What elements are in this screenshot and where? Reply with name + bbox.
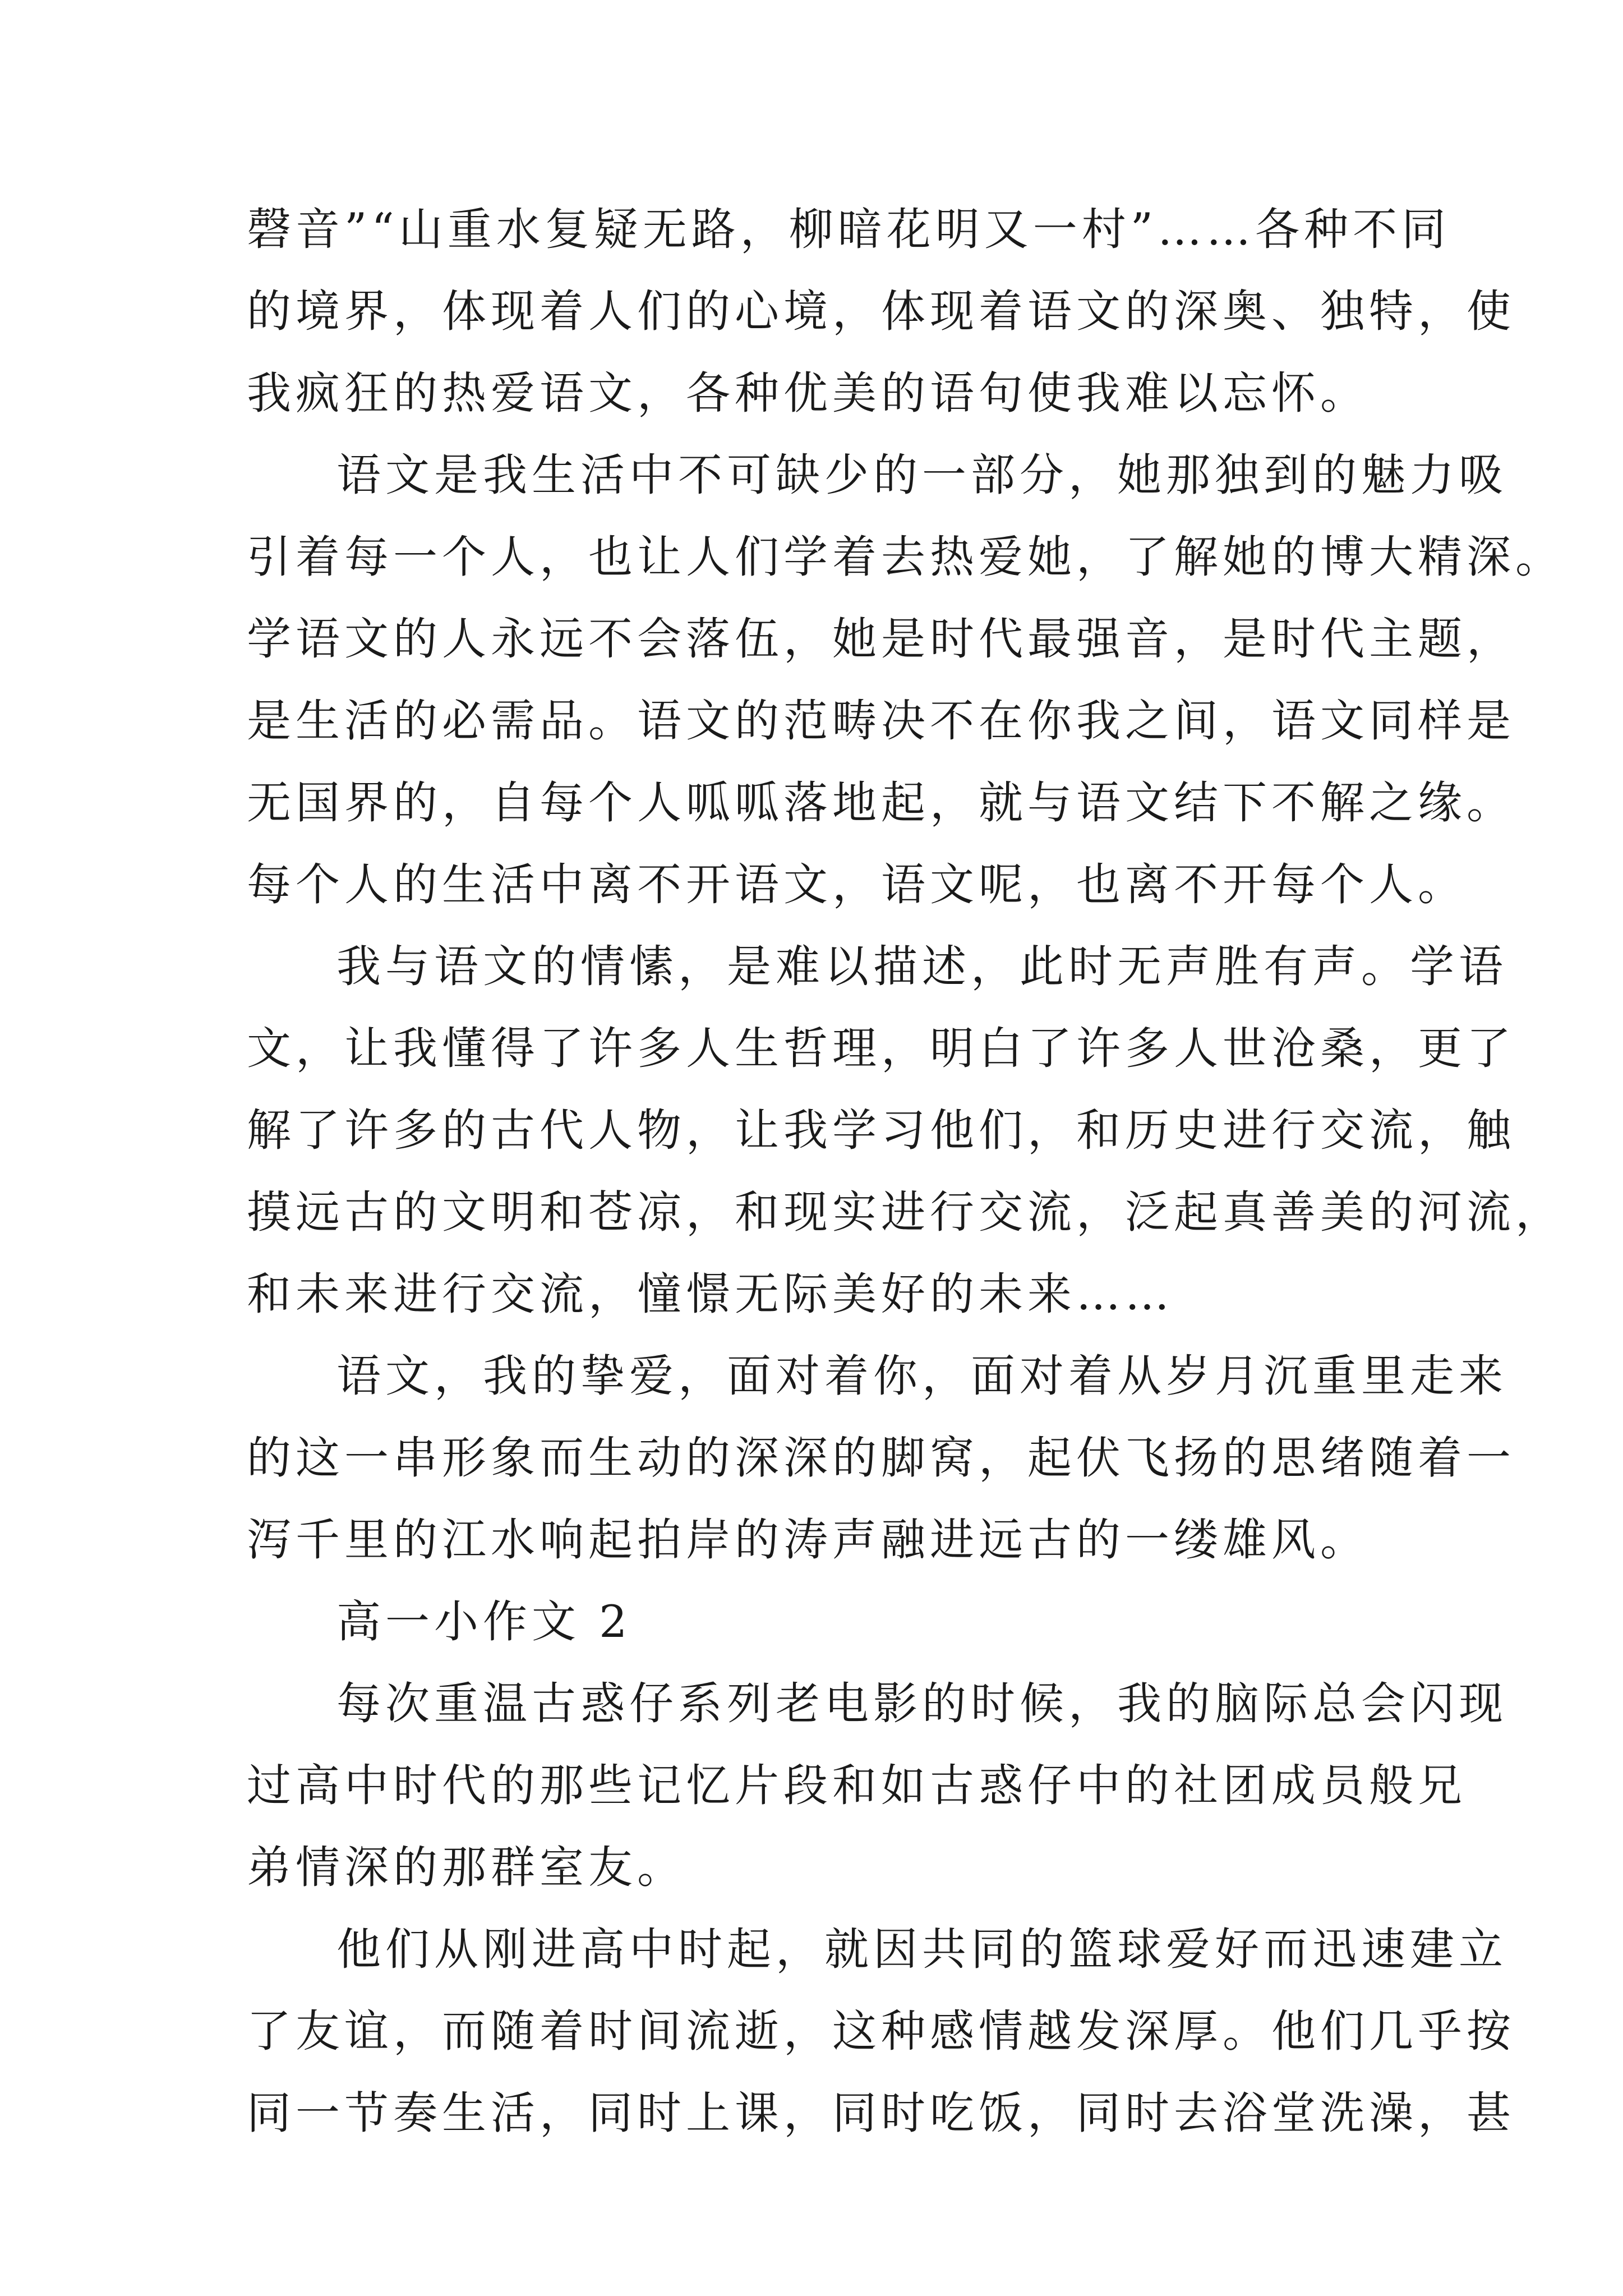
text-line: 了友谊，而随着时间流逝，这种感情越发深厚。他们几乎按 [247,2005,1515,2057]
paragraph-first-line: 语文，我的挚爱，面对着你，面对着从岁月沉重里走来 [336,1350,1507,1402]
text-line: 每个人的生活中离不开语文，语文呢，也离不开每个人。 [247,859,1467,910]
text-line: 引着每一个人，也让人们学着去热爱她，了解她的博大精深。 [247,531,1564,583]
paragraph-first-line: 每次重温古惑仔系列老电影的时候，我的脑际总会闪现 [336,1678,1507,1729]
text-line: 摸远古的文明和苍凉，和现实进行交流，泛起真善美的河流， [247,1186,1564,1238]
text-line: 泻千里的江水响起拍岸的涛声融进远古的一缕雄风。 [247,1514,1369,1566]
text-line: 的这一串形象而生动的深深的脚窝，起伏飞扬的思绪随着一 [247,1432,1515,1484]
text-line: 我疯狂的热爱语文，各种优美的语句使我难以忘怀。 [247,367,1369,419]
text-line: 的境界，体现着人们的心境，体现着语文的深奥、独特，使 [247,286,1515,337]
text-line: 磬音”“山重水复疑无路，柳暗花明又一村”……各种不同 [247,204,1451,255]
text-line: 无国界的，自每个人呱呱落地起，就与语文结下不解之缘。 [247,777,1515,829]
text-line: 是生活的必需品。语文的范畴决不在你我之间，语文同样是 [247,695,1515,747]
text-line: 同一节奏生活，同时上课，同时吃饭，同时去浴堂洗澡，甚 [247,2087,1515,2139]
paragraph-first-line: 他们从刚进高中时起，就因共同的篮球爱好而迅速建立 [336,1924,1507,1975]
text-line: 解了许多的古代人物，让我学习他们，和历史进行交流，触 [247,1105,1515,1156]
paragraph-first-line: 我与语文的情愫，是难以描述，此时无声胜有声。学语 [336,941,1507,992]
body-text [247,188,1564,2154]
section-heading: 高一小作文 2 [336,1596,632,1648]
text-line: 弟情深的那群室友。 [247,1842,686,1893]
text-line: 学语文的人永远不会落伍，她是时代最强音，是时代主题， [247,613,1515,665]
text-line: 和未来进行交流，憧憬无际美好的未来…… [247,1268,1174,1320]
text-line: 过高中时代的那些记忆片段和如古惑仔中的社团成员般兄 [247,1760,1467,1811]
text-line: 文，让我懂得了许多人生哲理，明白了许多人世沧桑，更了 [247,1023,1515,1074]
paragraph-first-line: 语文是我生活中不可缺少的一部分，她那独到的魅力吸 [336,449,1507,501]
